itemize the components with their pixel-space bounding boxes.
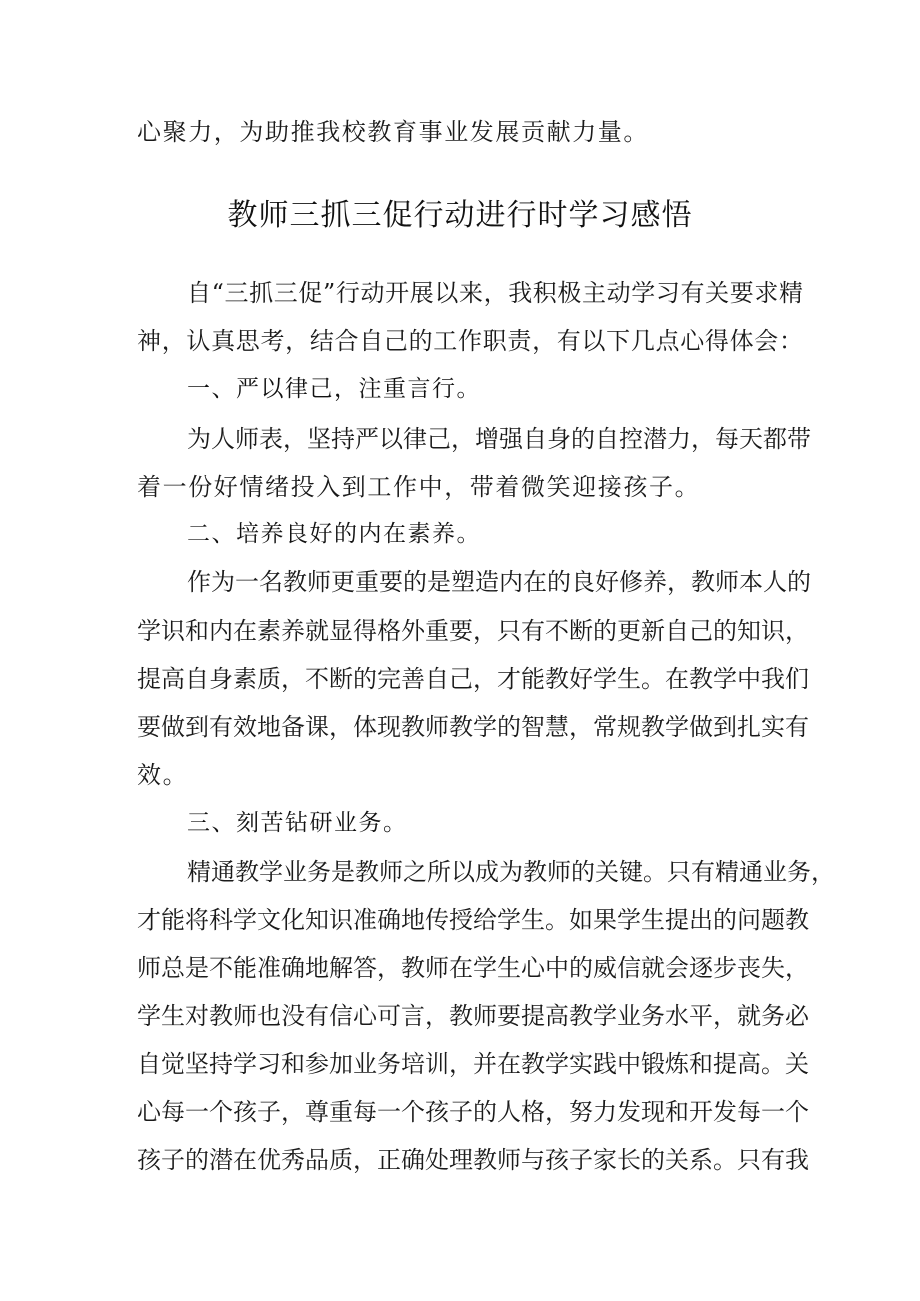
paragraph-line: 学生对教师也没有信心可言，教师要提高教学业务水平，就务必 — [137, 1002, 809, 1030]
paragraph-line: 师总是不能准确地解答，教师在学生心中的威信就会逐步丧失， — [137, 954, 809, 982]
carryover-line: 心聚力，为助推我校教育事业发展贡献力量。 — [137, 118, 649, 146]
section-heading-2: 二、培养良好的内在素养。 — [187, 521, 481, 547]
paragraph-line: 作为一名教师更重要的是塑造内在的良好修养，教师本人的 — [187, 568, 811, 596]
paragraph-line: 为人师表，坚持严以律己，增强自身的自控潜力，每天都带 — [187, 425, 811, 453]
page-title: 教师三抓三促行动进行时学习感悟 — [227, 198, 693, 233]
paragraph-line: 提高自身素质，不断的完善自己，才能教好学生。在教学中我们 — [137, 665, 809, 693]
paragraph-line: 效。 — [137, 761, 189, 789]
paragraph-line: 着一份好情绪投入到工作中，带着微笑迎接孩子。 — [137, 473, 701, 501]
intro-line: 神，认真思考，结合自己的工作职责，有以下几点心得体会： — [137, 327, 803, 355]
paragraph-line: 心每一个孩子，尊重每一个孩子的人格，努力发现和开发每一个 — [137, 1098, 809, 1126]
section-heading-3: 三、刻苦钻研业务。 — [187, 810, 408, 836]
paragraph-line: 要做到有效地备课，体现教师教学的智慧，常规教学做到扎实有 — [137, 713, 809, 741]
section-heading-1: 一、严以律己，注重言行。 — [187, 376, 481, 402]
paragraph-line: 才能将科学文化知识准确地传授给学生。如果学生提出的问题教 — [137, 906, 809, 934]
intro-line: 自“三抓三促”行动开展以来，我积极主动学习有关要求精 — [187, 279, 803, 307]
paragraph-line: 自觉坚持学习和参加业务培训，并在教学实践中锻炼和提高。关 — [137, 1050, 809, 1078]
paragraph-line: 学识和内在素养就显得格外重要，只有不断的更新自己的知识， — [137, 617, 809, 645]
paragraph-line: 精通教学业务是教师之所以成为教师的关键。只有精通业务， — [187, 858, 835, 886]
paragraph-line: 孩子的潜在优秀品质，正确处理教师与孩子家长的关系。只有我 — [137, 1146, 809, 1174]
